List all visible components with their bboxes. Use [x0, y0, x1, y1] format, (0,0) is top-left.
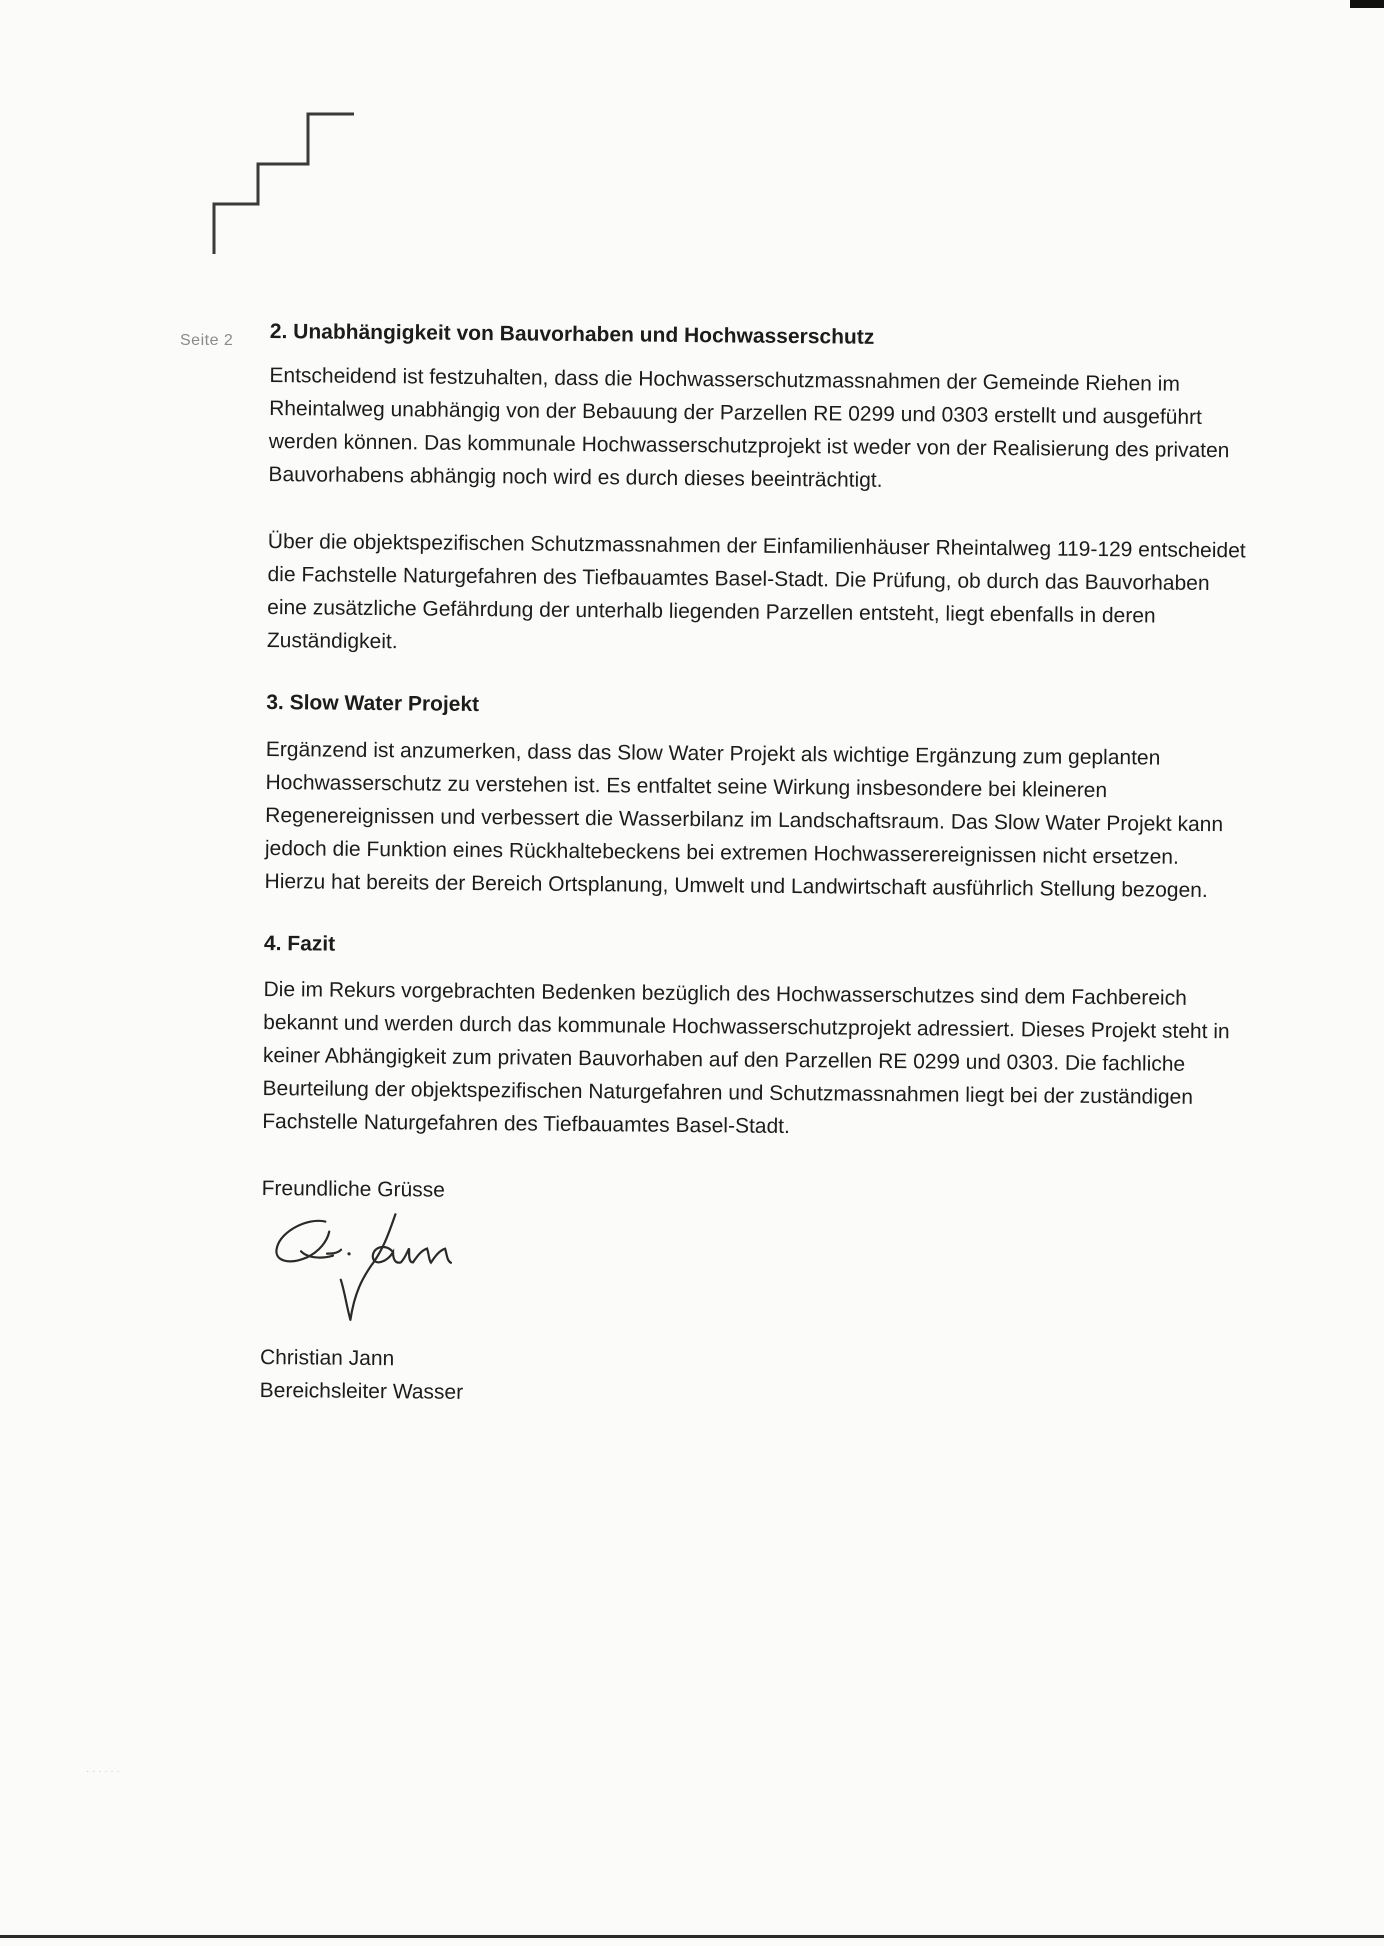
section-independence: [267, 318, 1250, 667]
closing-greeting: Freundliche Grüsse: [261, 1176, 445, 1202]
paragraph: Entscheidend ist festzuhalten, dass die Hochwasserschutzmassnahmen der Gemeinde Riehen im Rheintalweg unabhängig von der Bebauung der Parzellen RE 0299 und 0303 erstellt und ausgeführt werden können. Das kommunale Hochwasserschutzprojekt ist weder von der Realisierung des privaten Bauvorhabens abhängig noch wird es durch dieses beeinträchtigt.: [268, 364, 1230, 493]
section-slow-water: [264, 689, 1246, 907]
section-heading: 2. Unabhängigkeit von Bauvorhaben und Hochwasserschutz: [269, 319, 875, 349]
section-conclusion: [262, 930, 1244, 1148]
page-label: Seite 2: [180, 332, 234, 349]
paragraph: Über die objektspezifischen Schutzmassnahmen der Einfamilienhäuser Rheintalweg 119-129 entscheidet die Fachstelle Naturgefahren des Tiefbauamtes Basel-Stadt. Die Prüfung, ob durch das Bauvorhaben eine zusätzliche Gefährdung der unterhalb liegenden Parzellen entsteht, liegt ebenfalls in deren Zuständigkeit.: [266, 530, 1246, 654]
scan-corner-mark: [1350, 0, 1384, 8]
section-heading: 4. Fazit: [263, 931, 336, 956]
scan-footer-mark: · · · · · ·: [86, 1766, 120, 1777]
handwritten-signature: [266, 1207, 527, 1329]
signer-title: Bereichsleiter Wasser: [259, 1378, 464, 1404]
section-heading: 3. Slow Water Projekt: [266, 691, 480, 717]
stairs-logo-icon: [204, 104, 364, 264]
paragraph: Ergänzend ist anzumerken, dass das Slow Water Projekt als wichtige Ergänzung zum geplanten Hochwasserschutz zu verstehen ist. Es entfaltet seine Wirkung insbesondere bei kleineren Regenereignissen und verbessert die Wasserbilanz im Landschaftsraum. Das Slow Water Projekt kann jedoch die Funktion eines Rückhaltebeckens bei extremen Hochwasserereignissen nicht ersetzen. Hierzu hat bereits der Bereich Ortsplanung, Umwelt und Landwirtschaft ausführlich Stellung bezogen.: [264, 737, 1224, 902]
letter-body: [260, 318, 1250, 1416]
paragraph: Die im Rekurs vorgebrachten Bedenken bezüglich des Hochwasserschutzes sind dem Fachbereich bekannt und werden durch das kommunale Hochwasserschutzprojekt adressiert. Dieses Projekt steht in keiner Abhängigkeit zum privaten Bauvorhaben auf den Parzellen RE 0299 und 0303. Die fachliche Beurteilung der objektspezifischen Naturgefahren und Schutzmassnahmen liegt bei der zuständigen Fachstelle Naturgefahren des Tiefbauamtes Basel-Stadt.: [262, 977, 1230, 1138]
scan-bottom-edge: [0, 1935, 1384, 1938]
signer-name: Christian Jann: [259, 1345, 395, 1371]
